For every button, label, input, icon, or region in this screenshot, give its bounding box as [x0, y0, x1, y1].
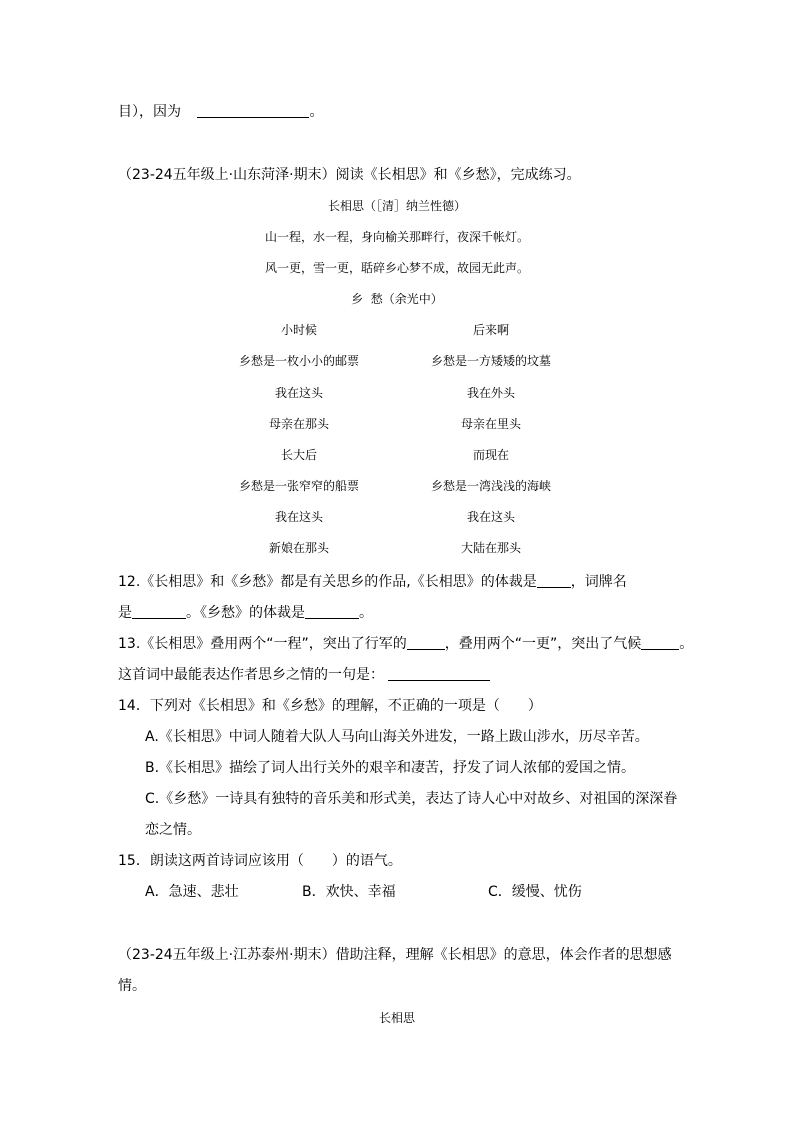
poem-line-right: 我在外头: [466, 386, 515, 400]
poem-line-left: 乡愁是一张窄窄的船票: [238, 479, 359, 493]
poem-line-left: 新娘在那头: [268, 541, 329, 555]
poem-line-left: 母亲在那头: [268, 417, 329, 431]
question-14-stem: 14．下列对《长相思》和《乡愁》的理解，不正确的一项是（ ）: [118, 698, 542, 714]
blank: [407, 635, 445, 650]
poem-line-left: 长大后: [280, 448, 317, 462]
poem-title: 长相思: [378, 1011, 415, 1025]
blank: [132, 604, 186, 619]
text-fragment: 13.《长相思》叠用两个“一程”，突出了行军的: [118, 636, 407, 652]
text-fragment: 。: [679, 636, 694, 652]
question-12: [118, 572, 627, 592]
poem-title: 乡 愁（余光中）: [351, 292, 443, 306]
section-header-cont: 情。: [118, 978, 146, 994]
poem-line-right: 乡愁是一方矮矮的坟墓: [430, 354, 551, 368]
poem-line-right: 大陆在那头: [460, 541, 521, 555]
question-15-stem: 15．朗读这两首诗词应该用（ ）的语气。: [118, 853, 402, 869]
poem-title: 长相思（［清］纳兰性德）: [327, 199, 466, 213]
option-a: A.《长相思》中词人随着大队人马向山海关外进发，一路上跋山涉水，历尽辛苦。: [145, 729, 649, 745]
poem-line-right: 乡愁是一湾浅浅的海峡: [430, 479, 551, 493]
text-fragment: ，叠用两个“一更”，突出了气候: [444, 636, 642, 652]
blank: [537, 573, 571, 588]
option-b: B.《长相思》描绘了词人出行关外的艰辛和凄苦，抒发了词人浓郁的爱国之情。: [145, 760, 636, 776]
blank: [641, 635, 679, 650]
poem-line: 风一更，雪一更，聒碎乡心梦不成，故园无此声。: [264, 261, 529, 275]
poem-line-left: 我在这头: [274, 510, 323, 524]
text-fragment: 目），因为: [118, 104, 181, 120]
blank: [388, 666, 490, 681]
poem-line-right: 而现在: [472, 448, 509, 462]
section-header: （23-24五年级上·江苏泰州·期末）借助注释，理解《长相思》的意思，体会作者的思想感: [118, 947, 672, 963]
poem-line: 山一程，水一程，身向榆关那畔行，夜深千帐灯。: [264, 230, 529, 244]
poem-line-right: 后来啊: [472, 323, 509, 337]
poem-line-left: 我在这头: [274, 386, 323, 400]
text-fragment: 。: [359, 605, 373, 621]
text-fragment: 。《乡愁》的体裁是: [186, 605, 305, 621]
text-fragment: 是: [118, 605, 132, 621]
option-c-cont: 恋之情。: [145, 822, 201, 838]
question-12-cont: [118, 603, 373, 623]
option-b: B．欢快、幸福: [302, 884, 396, 900]
option-a: A．急速、悲壮: [145, 884, 239, 900]
poem-line-left: 小时候: [280, 323, 317, 337]
poem-line-right: 母亲在里头: [460, 417, 521, 431]
poem-line-right: 我在这头: [466, 510, 515, 524]
text-fragment: ，词牌名: [570, 574, 627, 590]
option-c: C.《乡愁》一诗具有独特的音乐美和形式美，表达了诗人心中对故乡、对祖国的深深眷: [145, 791, 678, 807]
question-13: [118, 634, 693, 654]
option-c: C．缓慢、忧伤: [488, 884, 582, 900]
text-fragment: 。: [309, 104, 324, 120]
text-fragment: 12.《长相思》和《乡愁》都是有关思乡的作品,《长相思》的体裁是: [118, 574, 537, 590]
answer-line-top: [118, 102, 323, 122]
question-13-cont: [118, 665, 490, 685]
blank: [305, 604, 359, 619]
poem-line-left: 乡愁是一枚小小的邮票: [238, 354, 359, 368]
text-fragment: 这首词中最能表达作者思乡之情的一句是：: [118, 667, 384, 683]
section-header: （23-24五年级上·山东菏泽·期末）阅读《长相思》和《乡愁》，完成练习。: [118, 167, 581, 183]
blank: [197, 103, 309, 118]
